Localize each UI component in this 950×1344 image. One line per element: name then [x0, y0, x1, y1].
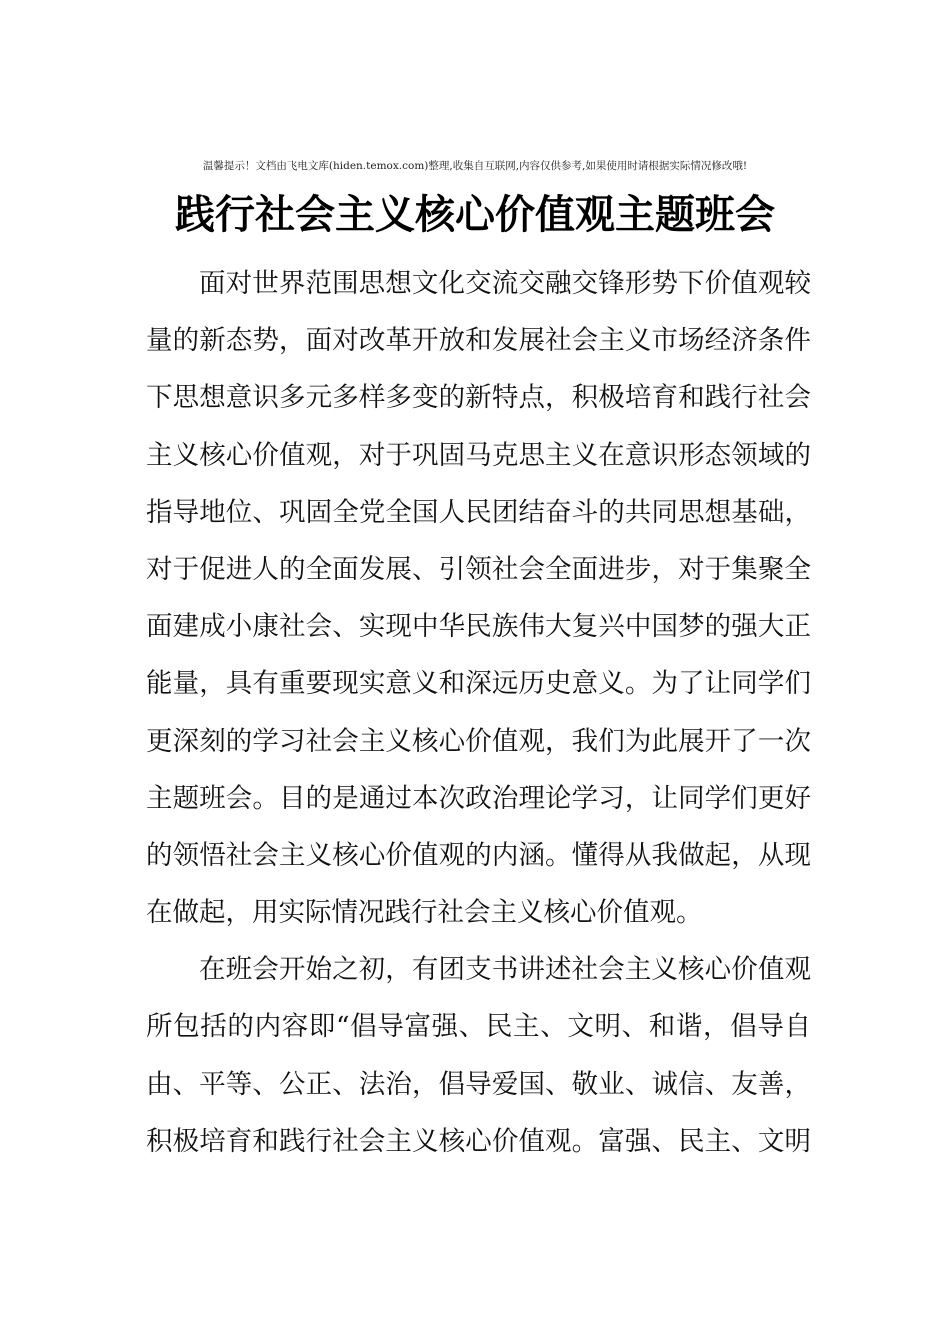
paragraph-1 [146, 264, 811, 950]
paragraph-line: 面建成小康社会、实现中华民族伟大复兴中国梦的强大正 [146, 611, 811, 643]
paragraph-line: 对于促进人的全面发展、引领社会全面进步，对于集聚全 [146, 553, 811, 585]
paragraph-line: 由、平等、公正、法治，倡导爱国、敬业、诚信、友善， [146, 1068, 811, 1100]
paragraph-line: 指导地位、巩固全党全国人民团结奋斗的共同思想基础， [146, 496, 811, 528]
paragraph-line: 能量，具有重要现实意义和深远历史意义。为了让同学们 [146, 668, 811, 700]
paragraph-line: 积极培育和践行社会主义核心价值观。富强、民主、文明 [146, 1125, 811, 1157]
paragraph-line: 量的新态势，面对改革开放和发展社会主义市场经济条件 [146, 325, 811, 357]
paragraph-line: 在班会开始之初，有团支书讲述社会主义核心价值观 [199, 954, 811, 986]
paragraph-line: 主题班会。目的是通过本次政治理论学习，让同学们更好 [146, 782, 811, 814]
document-title: 践行社会主义核心价值观主题班会 [175, 191, 775, 238]
paragraph-line: 更深刻的学习社会主义核心价值观，我们为此展开了一次 [146, 725, 811, 757]
paragraph-line: 主义核心价值观，对于巩固马克思主义在意识形态领域的 [146, 439, 811, 471]
document-body [146, 264, 811, 1179]
paragraph-line: 所包括的内容即“倡导富强、民主、文明、和谐，倡导自 [146, 1011, 811, 1043]
paragraph-line: 面对世界范围思想文化交流交融交锋形势下价值观较 [199, 268, 811, 299]
paragraph-line: 下思想意识多元多样多变的新特点，积极培育和践行社会 [146, 382, 811, 414]
paragraph-line: 的领悟社会主义核心价值观的内涵。懂得从我做起，从现 [146, 839, 811, 871]
paragraph-line: 在做起，用实际情况践行社会主义核心价值观。 [146, 897, 703, 929]
header-notice: 温馨提示！文档由飞电文库(hiden.temox.com)整理,收集自互联网,内容仅供参考,如果使用时请根据实际情况修改哦! [202, 160, 748, 172]
paragraph-2 [146, 950, 811, 1179]
